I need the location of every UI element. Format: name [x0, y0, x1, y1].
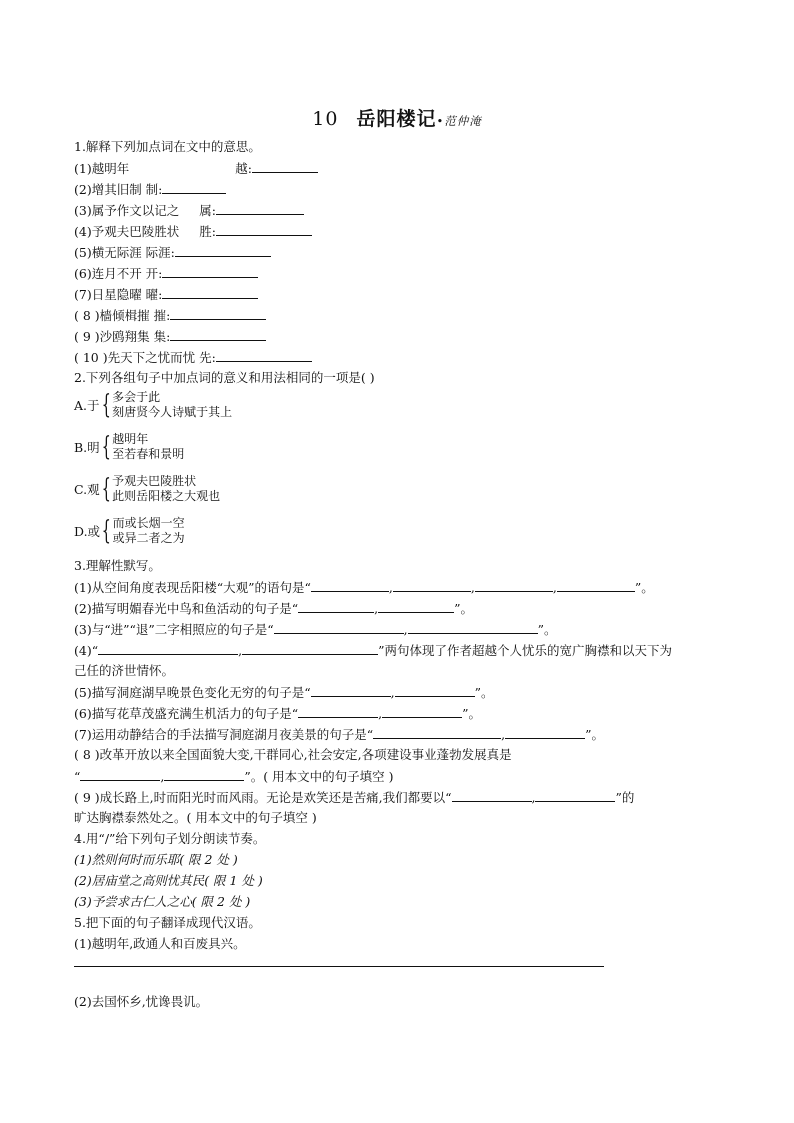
answer-blank[interactable] [162, 285, 258, 299]
q3-item-8: ( 8 )改革开放以来全国面貌大变,干群同心,社会安定,各项建设事业蓬勃发展真是 [74, 747, 512, 762]
q3-prompt: 3.理解性默写。 [74, 558, 161, 573]
answer-blank[interactable] [475, 578, 553, 592]
answer-blank[interactable] [80, 767, 160, 781]
answer-blank[interactable] [216, 222, 312, 236]
q2-option-a[interactable]: A.于 { 多会于此 刻唐贤今人诗赋于其上 [74, 390, 233, 420]
answer-blank[interactable] [170, 327, 266, 341]
answer-blank[interactable] [298, 599, 374, 613]
lesson-number: 10 [312, 108, 339, 130]
q1-item-7: (7)日星隐曜 曜: [74, 285, 258, 304]
q1-item-8: ( 8 )樯倾楫摧 摧: [74, 306, 266, 325]
q4-item-2[interactable]: (2)居庙堂之高则忧其民( 限 1 处 ) [74, 873, 263, 888]
q3-item-7: (7)运用动静结合的手法描写洞庭湖月夜美景的句子是“ , ”。 [74, 727, 604, 742]
answer-blank[interactable] [373, 725, 501, 739]
answer-blank[interactable] [395, 683, 475, 697]
answer-blank[interactable] [162, 180, 226, 194]
q1-item-4: (4)予观夫巴陵胜状 胜: [74, 222, 312, 241]
page-title [0, 104, 794, 131]
q1-item-10: ( 10 )先天下之忧而忧 先: [74, 348, 312, 367]
brace-icon: { [101, 516, 111, 546]
answer-blank[interactable] [274, 620, 404, 634]
answer-blank[interactable] [452, 788, 532, 802]
q2-option-b[interactable]: B.明 { 越明年 至若春和景明 [74, 432, 185, 462]
q1-item-2: (2)增其旧制 制: [74, 180, 226, 199]
answer-blank[interactable] [382, 704, 462, 718]
q3-item-3: (3)与“进”“退”二字相照应的句子是“ , ”。 [74, 622, 557, 637]
translation-answer-line[interactable] [74, 966, 604, 967]
answer-blank[interactable] [311, 578, 389, 592]
answer-blank[interactable] [162, 264, 258, 278]
q3-item-1: (1)从空间角度表现岳阳楼“大观”的语句是“ , , , ”。 [74, 580, 654, 595]
answer-blank[interactable] [164, 767, 244, 781]
q5-item-2: (2)去国怀乡,忧谗畏讥。 [74, 994, 209, 1009]
answer-blank[interactable] [505, 725, 585, 739]
answer-blank[interactable] [216, 348, 312, 362]
answer-blank[interactable] [393, 578, 471, 592]
q3-item-2: (2)描写明媚春光中鸟和鱼活动的句子是“ , ”。 [74, 601, 473, 616]
q1-item-1: (1)越明年 越: [74, 159, 318, 178]
answer-blank[interactable] [98, 641, 238, 655]
q1-item-9: ( 9 )沙鸥翔集 集: [74, 327, 266, 346]
q4-item-3[interactable]: (3)予尝求古仁人之心( 限 2 处 ) [74, 894, 251, 909]
q3-item-4-cont: 己任的济世情怀。 [74, 663, 175, 678]
q5-prompt: 5.把下面的句子翻译成现代汉语。 [74, 915, 261, 930]
q4-item-1[interactable]: (1)然则何时而乐耶( 限 2 处 ) [74, 852, 238, 867]
answer-blank[interactable] [216, 201, 304, 215]
q3-item-8-cont: “ , ”。( 用本文中的句子填空 ) [74, 769, 394, 784]
q2-prompt: 2.下列各组句子中加点词的意义和用法相同的一项是( ) [74, 370, 375, 385]
author-name: •范仲淹 [436, 114, 482, 128]
answer-blank[interactable] [311, 683, 391, 697]
q3-item-6: (6)描写花草茂盛充满生机活力的句子是“ , ”。 [74, 706, 481, 721]
brace-icon: { [101, 474, 111, 504]
brace-icon: { [101, 432, 111, 462]
brace-icon: { [101, 390, 111, 420]
q2-option-c[interactable]: C.观 { 予观夫巴陵胜状 此则岳阳楼之大观也 [74, 474, 221, 504]
answer-blank[interactable] [535, 788, 615, 802]
answer-blank[interactable] [557, 578, 635, 592]
answer-blank[interactable] [175, 243, 271, 257]
q1-item-6: (6)连月不开 开: [74, 264, 258, 283]
q3-item-5: (5)描写洞庭湖早晚景色变化无穷的句子是“ , ”。 [74, 685, 494, 700]
answer-blank[interactable] [408, 620, 538, 634]
q1-item-5: (5)横无际涯 际涯: [74, 243, 271, 262]
q3-item-4: (4)“ , ”两句体现了作者超越个人忧乐的宽广胸襟和以天下为 [74, 643, 672, 658]
q3-item-9-cont: 旷达胸襟泰然处之。( 用本文中的句子填空 ) [74, 810, 317, 825]
q4-prompt: 4.用“/”给下列句子划分朗读节奏。 [74, 831, 266, 846]
q1-prompt: 1.解释下列加点词在文中的意思。 [74, 139, 261, 154]
answer-blank[interactable] [252, 159, 318, 173]
q3-item-9: ( 9 )成长路上,时而阳光时而风雨。无论是欢笑还是苦痛,我们都要以“ , ”的 [74, 790, 635, 805]
q1-item-3: (3)属予作文以记之 属: [74, 201, 304, 220]
q2-option-d[interactable]: D.或 { 而或长烟一空 或异二者之为 [74, 516, 185, 546]
answer-blank[interactable] [378, 599, 454, 613]
answer-blank[interactable] [170, 306, 266, 320]
answer-blank[interactable] [298, 704, 378, 718]
answer-blank[interactable] [242, 641, 378, 655]
q5-item-1: (1)越明年,政通人和百废具兴。 [74, 936, 246, 951]
lesson-name: 岳阳楼记 [356, 108, 437, 130]
